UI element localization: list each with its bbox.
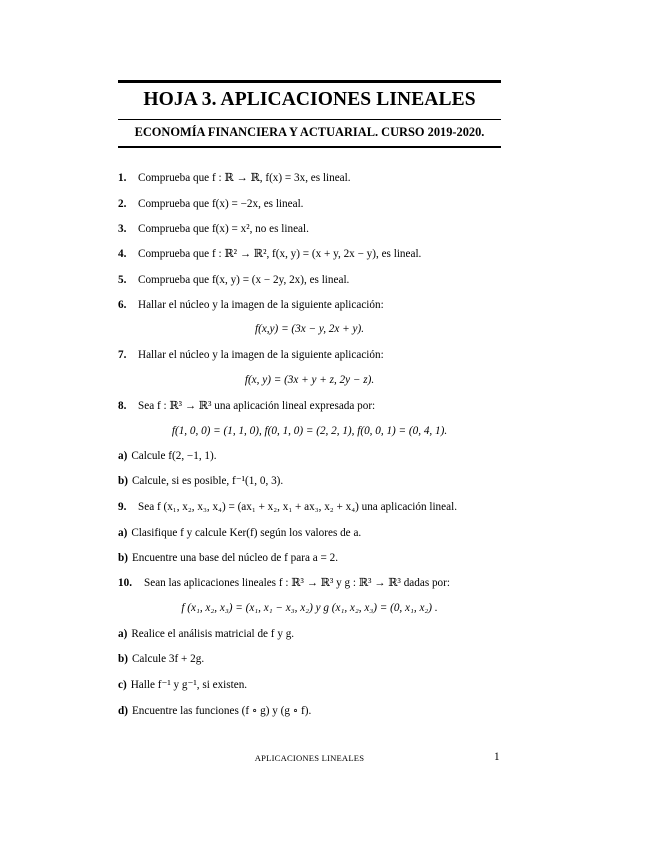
part-label: c) <box>118 679 127 691</box>
exercise-1 <box>118 171 351 185</box>
exercise-text: Sea f (x₁, x₂, x₃, x₄) = (ax₁ + x₂, x₁ + ax₃, x₂ + x₄) una aplicación lineal. <box>138 501 457 513</box>
exercise-text: Comprueba que f(x) = x², no es lineal. <box>138 223 309 235</box>
exercise-number: 8. <box>118 400 127 412</box>
exercise-text: Comprueba que f : ℝ² → ℝ², f(x, y) = (x + y, 2x − y), es lineal. <box>138 248 422 260</box>
part-label: a) <box>118 628 128 640</box>
part-text: Calcule f(2, −1, 1). <box>131 450 217 462</box>
exercise-text: Hallar el núcleo y la imagen de la siguiente aplicación: <box>138 349 384 361</box>
exercise-9 <box>118 500 457 514</box>
exercise-number: 2. <box>118 198 127 210</box>
exercise-number: 6. <box>118 299 127 311</box>
part-label: d) <box>118 705 128 717</box>
page-number: 1 <box>494 751 500 763</box>
exercise-3 <box>118 222 309 236</box>
running-footer: APLICACIONES LINEALES <box>254 753 365 763</box>
exercise-10-equation: f (x₁, x₂, x₃) = (x₁, x₁ − x₃, x₂) y g (x₁, x₂, x₃) = (0, x₁, x₂) . <box>181 602 438 614</box>
part-label: a) <box>118 450 128 462</box>
exercise-text: Sea f : ℝ³ → ℝ³ una aplicación lineal expresada por: <box>138 400 376 412</box>
part-text: Calcule 3f + 2g. <box>131 653 205 665</box>
exercise-text: Comprueba que f : ℝ → ℝ, f(x) = 3x, es lineal. <box>138 172 351 184</box>
top-rule-thick <box>118 80 501 83</box>
exercise-8-part-a <box>118 449 217 463</box>
exercise-8-equation: f(1, 0, 0) = (1, 1, 0), f(0, 1, 0) = (2, 2, 1), f(0, 0, 1) = (0, 4, 1). <box>171 425 448 437</box>
part-text: Encuentre las funciones (f ∘ g) y (g ∘ f). <box>131 705 312 717</box>
exercise-7-equation: f(x, y) = (3x + y + z, 2y − z). <box>244 374 375 386</box>
exercise-6-equation: f(x,y) = (3x − y, 2x + y). <box>255 323 364 335</box>
exercise-6 <box>118 298 384 312</box>
course-subtitle: ECONOMÍA FINANCIERA Y ACTUARIAL. CURSO 2019-2020. <box>134 125 485 139</box>
exercise-8-part-b <box>118 474 283 488</box>
exercise-10-part-b <box>118 652 204 666</box>
exercise-10-part-c <box>118 678 247 692</box>
exercise-text: Sean las aplicaciones lineales f : ℝ³ → ℝ³ y g : ℝ³ → ℝ³ dadas por: <box>144 577 450 589</box>
exercise-number: 3. <box>118 223 127 235</box>
exercise-10-part-d <box>118 704 311 718</box>
part-label: a) <box>118 527 128 539</box>
page-title: HOJA 3. APLICACIONES LINEALES <box>143 89 476 110</box>
part-text: Calcule, si es posible, f⁻¹(1, 0, 3). <box>131 475 284 487</box>
exercise-10 <box>118 576 450 590</box>
exercise-text: Comprueba que f(x) = −2x, es lineal. <box>138 198 304 210</box>
exercise-number: 7. <box>118 349 127 361</box>
exercise-9-part-b <box>118 551 338 565</box>
exercise-text: Hallar el núcleo y la imagen de la siguiente aplicación: <box>138 299 384 311</box>
title-rule-thin <box>118 119 501 120</box>
exercise-8 <box>118 399 375 413</box>
exercise-number: 1. <box>118 172 127 184</box>
part-label: b) <box>118 475 128 487</box>
part-text: Clasifique f y calcule Ker(f) según los valores de a. <box>131 527 362 539</box>
exercise-9-part-a <box>118 526 361 540</box>
part-text: Realice el análisis matricial de f y g. <box>131 628 295 640</box>
part-text: Encuentre una base del núcleo de f para a = 2. <box>131 552 338 564</box>
exercise-number: 4. <box>118 248 127 260</box>
exercise-5 <box>118 273 349 287</box>
part-text: Halle f⁻¹ y g⁻¹, si existen. <box>130 679 248 691</box>
exercise-7 <box>118 348 384 362</box>
part-label: b) <box>118 653 128 665</box>
exercise-text: Comprueba que f(x, y) = (x − 2y, 2x), es lineal. <box>138 274 350 286</box>
header-bottom-rule <box>118 146 501 148</box>
part-label: b) <box>118 552 128 564</box>
exercise-4 <box>118 247 421 261</box>
exercise-10-part-a <box>118 627 294 641</box>
exercise-number: 9. <box>118 501 127 513</box>
exercise-2 <box>118 197 303 211</box>
exercise-number: 5. <box>118 274 127 286</box>
exercise-number: 10. <box>118 577 132 589</box>
